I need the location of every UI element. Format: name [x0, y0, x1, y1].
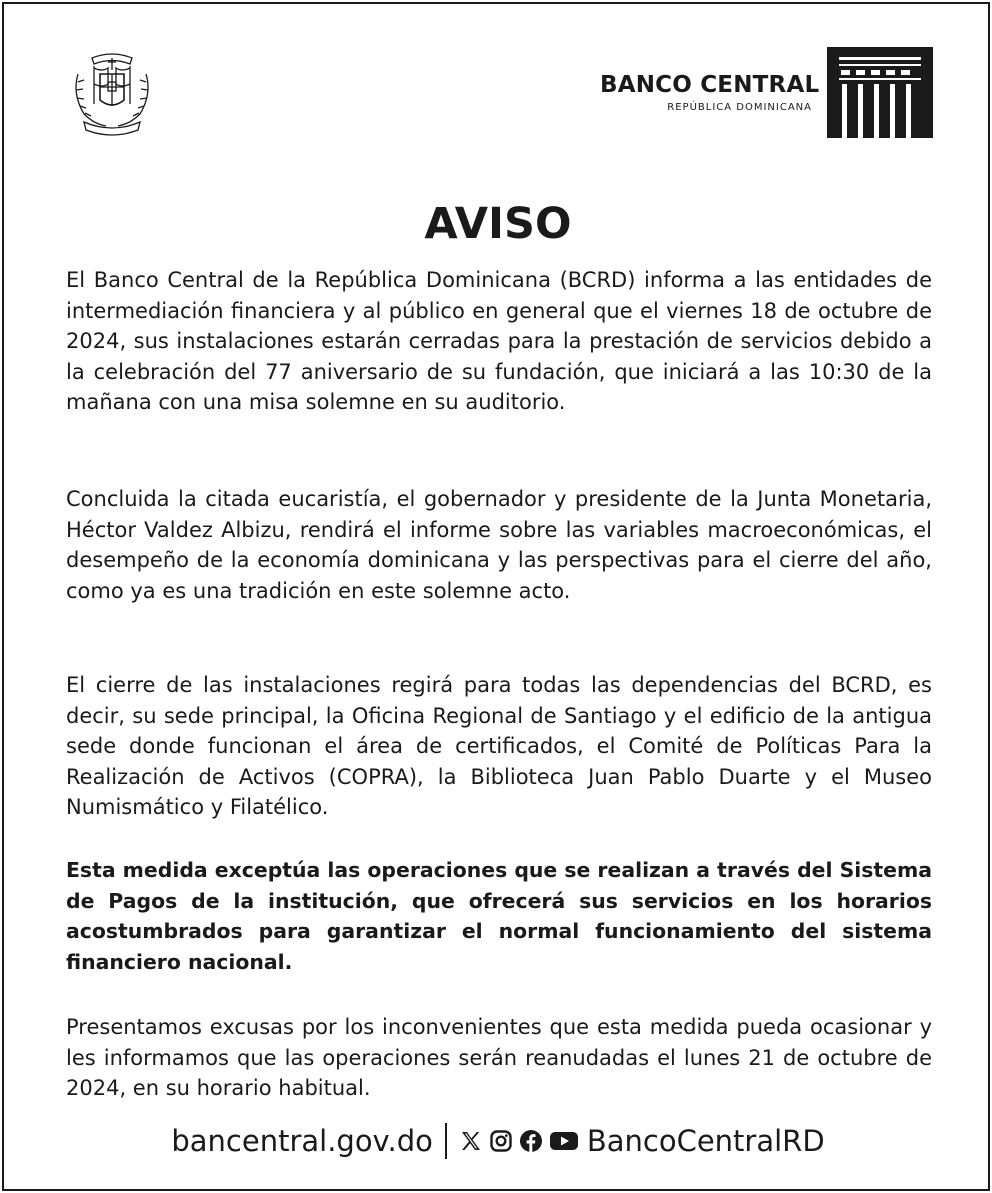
x-icon[interactable] [459, 1129, 483, 1153]
notice-title: AVISO [424, 199, 572, 249]
paragraph-dependencies: El cierre de las instalaciones regirá para todas las dependencias del BCRD, es decir, su sede principal, la Oficina Regional de Santiago y el edificio de la antigua sede donde funcionan el área de certificados, el Comité de Políticas Para la Realización de Activos (COPRA), la Biblioteca Juan Pablo Duarte y el Museo Numismático y Filatélico. [66, 673, 932, 820]
social-icons [459, 1129, 579, 1153]
bank-country: REPÚBLICA DOMINICANA [667, 102, 812, 113]
banco-central-columns-logo-icon [827, 47, 933, 138]
bank-brand [600, 72, 820, 113]
website-link[interactable]: bancentral.gov.do [171, 1124, 433, 1158]
bank-name: BANCO CENTRAL [600, 72, 820, 98]
instagram-icon[interactable] [489, 1129, 513, 1153]
facebook-icon[interactable] [519, 1129, 543, 1153]
paragraph-closure-announcement: El Banco Central de la República Dominicana (BCRD) informa a las entidades de intermediación financiera y al público en general que el viernes 18 de octubre de 2024, sus instalaciones estarán cerradas para la prestación de servicios debido a la celebración del 77 aniversario de su fundación, que iniciará a las 10:30 de la mañana con una misa solemne en su auditorio. [66, 268, 932, 415]
paragraph-governor-report: Concluida la citada eucaristía, el gobernador y presidente de la Junta Monetaria, Héctor Valdez Albizu, rendirá el informe sobre las variables macroeconómicas, el desempeño de la economía dominicana y las perspectivas para el cierre del año, como ya es una tradición en este solemne acto. [66, 487, 932, 603]
notice-frame [2, 2, 990, 1191]
dominican-coat-of-arms-icon [64, 44, 160, 140]
paragraph-payment-system-exception: Esta medida exceptúa las operaciones que se realizan a través del Sistema de Pagos de la institución, que ofrecerá sus servicios en los horarios acostumbrados para garantizar el normal funcionamiento del sistema financiero nacional. [66, 858, 932, 974]
social-handle[interactable]: BancoCentralRD [586, 1124, 825, 1158]
youtube-icon[interactable] [549, 1129, 579, 1153]
footer [4, 1118, 992, 1164]
footer-divider [445, 1123, 447, 1159]
paragraph-apology: Presentamos excusas por los inconvenientes que esta medida pueda ocasionar y les informamos que las operaciones serán reanudadas el lunes 21 de octubre de 2024, en su horario habitual. [66, 1015, 932, 1101]
